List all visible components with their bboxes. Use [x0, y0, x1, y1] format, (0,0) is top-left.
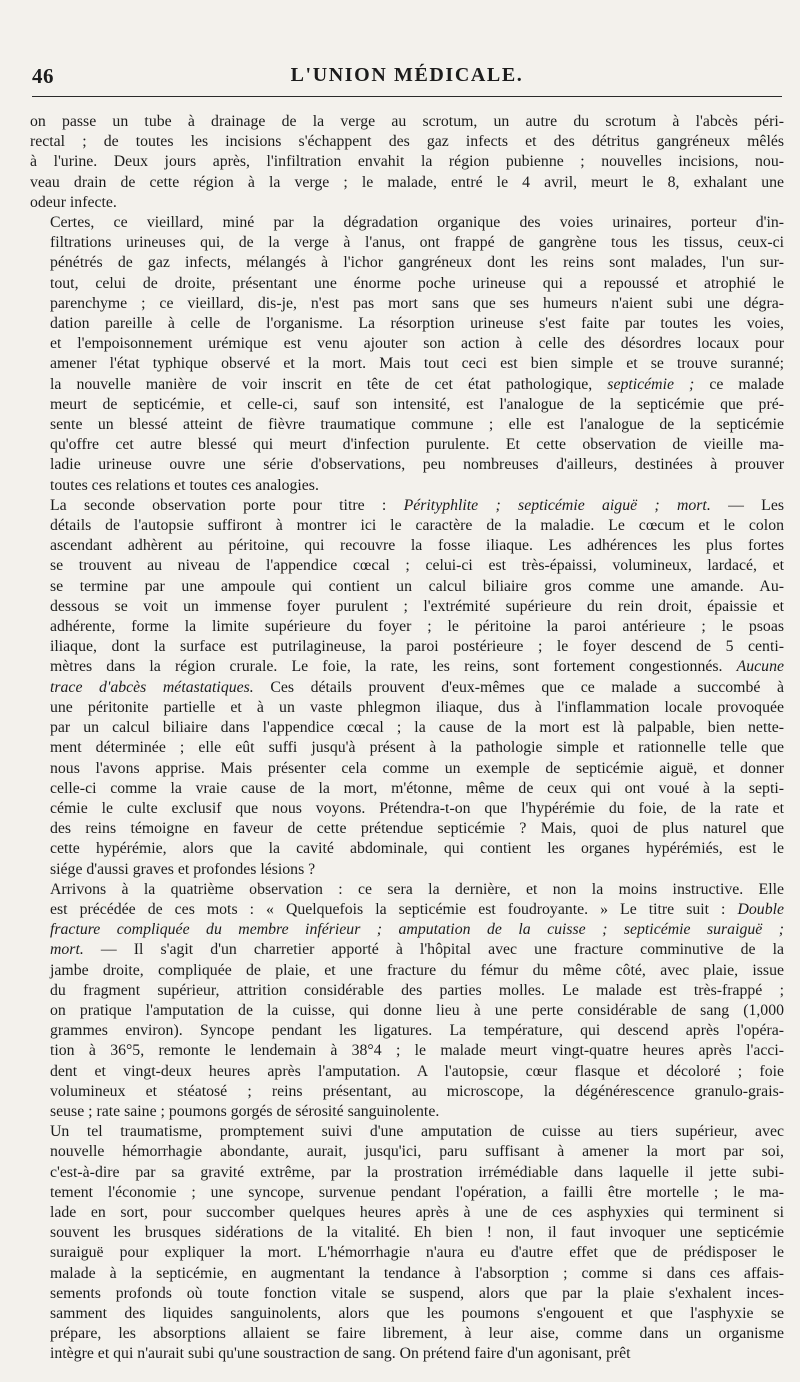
text-run: malade à la septicémie, en augmentant la tendance à l'absorption ; comme si dans ces affais- [50, 1264, 784, 1282]
text-line [30, 900, 784, 920]
text-line [30, 334, 784, 354]
text-run: tement l'économie ; une syncope, survenue pendant l'opération, a failli être mortelle ; le ma- [50, 1183, 784, 1201]
text-run: c'est-à-dire par sa gravité extrême, par la prostration irrémédiable dans laquelle il jette subi- [50, 1163, 784, 1181]
text-line [30, 1304, 784, 1324]
text-run: La seconde observation porte pour titre : [50, 496, 404, 514]
text-line [30, 476, 784, 496]
text-line [30, 455, 784, 475]
text-run: ment déterminée ; elle eût suffi jusqu'à présent à la pathologie simple et rationnelle telle que [50, 739, 784, 757]
page-header [32, 64, 782, 97]
paragraph [30, 1122, 784, 1364]
text-run: iliaque, dont la surface est putrilagineuse, la paroi postérieure ; le foyer descend de 5 centi- [50, 638, 784, 656]
text-line [30, 779, 784, 799]
text-line [30, 1344, 784, 1364]
text-run: — Les [710, 496, 784, 514]
text-line [30, 274, 784, 294]
text-line [30, 1062, 784, 1082]
text-run: lade en sort, pour succomber quelques heures après à une de ces asphyxies qui terminent si [50, 1203, 784, 1221]
text-line [30, 637, 784, 657]
text-line [30, 799, 784, 819]
text-run: dation pareille à celle de l'organisme. La résorption urineuse s'est faite par toutes les voies, [50, 315, 784, 333]
text-line [30, 597, 784, 617]
text-line [30, 718, 784, 738]
text-run: tout, celui de droite, présentant une énorme poche urineuse qui a repoussé et atrophié le [50, 274, 784, 292]
text-run: toutes ces relations et toutes ces analogies. [50, 476, 319, 494]
text-line [30, 1223, 784, 1243]
text-run: parenchyme ; ce vieillard, dis-je, n'est pas mort sans que ses humeurs n'aient subi une dégra- [50, 294, 784, 312]
text-run: dent et vingt-deux heures après l'amputation. A l'autopsie, cœur flasque et décoloré ; foie [50, 1062, 784, 1080]
text-run: samment des liquides sanguinolents, alors que les poumons s'engouent et que l'asphyxie se [50, 1304, 784, 1322]
text-run: du fragment supérieur, attrition considérable des parties molles. Le malade est très-frappé ; [50, 981, 784, 999]
text-line [30, 132, 784, 152]
text-run: une péritonite partielle et à un vaste phlegmon iliaque, dus à l'inflammation locale provoquée [50, 698, 784, 716]
text-line [30, 1142, 784, 1162]
text-line [30, 1243, 784, 1263]
text-line [30, 981, 784, 1001]
text-line [30, 294, 784, 314]
text-run: cette hypérémie, alors que la cavité abdominale, qui contient les organes hypérémiés, est le [50, 840, 784, 858]
italic-text: fracture compliquée du membre inférieur ; amputation de la cuisse ; septicémie suraiguë ; [50, 921, 784, 939]
text-run: ascendant adhèrent au péritoine, qui recouvre la fosse iliaque. Les adhérences les plus fortes [50, 537, 784, 555]
text-run: rectal ; de toutes les incisions s'échappent des gaz infects et des détritus gangréneux mêlés [30, 133, 784, 151]
text-run: volumineux et stéatosé ; reins présentant, au microscope, la dégénérescence granulo-grais- [50, 1082, 784, 1100]
text-run: ce malade [694, 375, 785, 393]
text-run: se termine par une ampoule qui contient un calcul biliaire gros comme une amande. Au- [50, 577, 784, 595]
text-run: odeur infecte. [30, 193, 117, 211]
article-body [30, 112, 784, 1365]
text-run: à l'urine. Deux jours après, l'infiltration envahit la région pubienne ; nouvelles incisions, nou- [30, 153, 784, 171]
text-run: Certes, ce vieillard, miné par la dégradation organique des voies urinaires, porteur d'in- [50, 214, 784, 232]
italic-text: Double [737, 900, 784, 918]
text-run: dessous se voit un immense foyer purulent ; l'extrémité supérieure du rein droit, épaissie et [50, 597, 784, 615]
text-run: nous l'avons apprise. Mais présenter cela comme un exemple de septicémie aiguë, et donner [50, 759, 784, 777]
text-line [30, 759, 784, 779]
page-number: 46 [32, 64, 54, 88]
text-run: par un calcul biliaire dans l'appendice cœcal ; la cause de la mort est là palpable, bien nette- [50, 719, 784, 737]
text-run: détails de l'autopsie suffiront à montrer ici le caractère de la maladie. Le cœcum et le colon [50, 517, 784, 535]
paragraph [30, 880, 784, 1122]
text-line [30, 516, 784, 536]
running-title: L'UNION MÉDICALE. [290, 64, 524, 86]
text-run: mètres dans la région crurale. Le foie, la rate, les reins, sont fortement congestionnés. [50, 658, 737, 676]
text-line [30, 314, 784, 334]
text-run: Arrivons à la quatrième observation : ce sera la dernière, et non la moins instructive. Elle [50, 880, 784, 898]
italic-text: mort. [50, 941, 84, 959]
text-line [30, 375, 784, 395]
text-run: celle-ci comme la vraie cause de la mort, m'étonne, même de ceux qui ont voué à la septi- [50, 779, 784, 797]
text-run: nouvelle hémorrhagie abondante, aurait, jusqu'ici, paru suffisant à amener la mort par soi, [50, 1143, 784, 1161]
italic-text: trace d'abcès métastatiques. [50, 678, 254, 696]
text-line [30, 698, 784, 718]
paragraph [30, 112, 784, 213]
text-run: sements profonds où toute fonction vitale se suspend, alors que par la plaie s'exhalent inces- [50, 1284, 784, 1302]
text-line [30, 556, 784, 576]
text-line [30, 1183, 784, 1203]
text-run: Un tel traumatisme, promptement suivi d'une amputation de cuisse au tiers supérieur, avec [50, 1123, 784, 1141]
text-line [30, 213, 784, 233]
text-line [30, 1163, 784, 1183]
text-line [30, 1082, 784, 1102]
text-line [30, 152, 784, 172]
text-line [30, 112, 784, 132]
text-line [30, 819, 784, 839]
text-line [30, 233, 784, 253]
text-run: meurt de septicémie, et celle-ci, sauf son intensité, est l'analogue de la septicémie que pré- [50, 395, 784, 413]
text-run: filtrations urineuses qui, de la verge à l'anus, ont frappé de gangrène tous les tissus, ceux-ci [50, 234, 784, 252]
text-run: ladie urineuse ouvre une série d'observations, peu nombreuses d'ailleurs, destinées à prouver [50, 456, 784, 474]
text-run: on pratique l'amputation de la cuisse, qui donne lieu à une perte considérable de sang (1,000 [50, 1001, 784, 1019]
text-line [30, 1001, 784, 1021]
text-line [30, 415, 784, 435]
text-run: et l'empoisonnement urémique est venu ajouter son action à celle des désordres locaux pour [50, 335, 784, 353]
text-line [30, 1021, 784, 1041]
text-run: prépare, les absorptions allaient se faire librement, à leur aise, comme dans un organisme [50, 1325, 784, 1343]
italic-text: Aucune [736, 658, 784, 676]
text-run: siége d'aussi graves et profondes lésions ? [50, 860, 316, 878]
text-line [30, 738, 784, 758]
text-run: suraiguë pour expliquer la mort. L'hémorrhagie n'aura eu d'autre effet que de prédisposer le [50, 1244, 784, 1262]
text-line [30, 1203, 784, 1223]
text-run: se trouvent au niveau de l'appendice cœcal ; celui-ci est très-épaissi, volumineux, lardacé, et [50, 557, 784, 575]
text-run: seuse ; rate saine ; poumons gorgés de sérosité sanguinolente. [50, 1102, 440, 1120]
text-run: veau drain de cette région à la verge ; le malade, entré le 4 avril, meurt le 8, exhalant une [30, 173, 784, 191]
text-line [30, 193, 784, 213]
text-line [30, 678, 784, 698]
text-line [30, 1264, 784, 1284]
text-run: cémie le culte exclusif que nous voyons. Prétendra-t-on que l'hypérémie du foie, de la rate et [50, 799, 784, 817]
text-line [30, 354, 784, 374]
text-line [30, 860, 784, 880]
text-run: des reins témoigne en faveur de cette prétendue septicémie ? Mais, quoi de plus naturel que [50, 820, 784, 838]
text-line [30, 1041, 784, 1061]
text-line [30, 657, 784, 677]
text-line [30, 839, 784, 859]
paragraph [30, 496, 784, 880]
text-line [30, 253, 784, 273]
text-line [30, 577, 784, 597]
text-line [30, 940, 784, 960]
text-run: intègre et qui n'aurait subi qu'une soustraction de sang. On prétend faire d'un agonisant, prêt [50, 1345, 631, 1363]
text-run: adhérente, forme la limite supérieure du foyer ; le péritoine la paroi antérieure ; le psoas [50, 618, 784, 636]
text-run: sente un blessé atteint de fièvre traumatique commune ; elle est l'analogue de la septicémie [50, 416, 784, 434]
text-line [30, 1284, 784, 1304]
text-run: on passe un tube à drainage de la verge au scrotum, un autre du scrotum à l'abcès péri- [30, 113, 784, 130]
text-run: est précédée de ces mots : « Quelquefois la septicémie est foudroyante. » Le titre suit : [50, 900, 738, 918]
text-run: jambe droite, compliquée de plaie, et une fracture du fémur du même côté, avec plaie, issue [50, 961, 784, 979]
text-run: qu'offre cet autre blessé qui meurt d'infection purulente. Et cette observation de vieille ma- [50, 436, 784, 454]
text-line [30, 173, 784, 193]
text-line [30, 1324, 784, 1344]
text-line [30, 395, 784, 415]
text-line [30, 435, 784, 455]
italic-text: septicémie ; [607, 375, 695, 393]
text-line [30, 920, 784, 940]
text-line [30, 536, 784, 556]
text-run: souvent les brusques sidérations de la vitalité. Eh bien ! non, il faut invoquer une septicémie [50, 1224, 784, 1242]
paragraph [30, 213, 784, 496]
text-run: Ces détails prouvent d'eux-mêmes que ce malade a succombé à [253, 678, 784, 696]
text-run: amener l'état typhique observé et la mort. Mais tout ceci est bien simple et se trouve suranné; [50, 355, 784, 373]
italic-text: Pérityphlite ; septicémie aiguë ; mort. [403, 496, 711, 514]
text-line [30, 617, 784, 637]
text-run: la nouvelle manière de voir inscrit en tête de cet état pathologique, [50, 375, 608, 393]
text-line [30, 961, 784, 981]
text-run: pénétrés de gaz infects, mélangés à l'ichor gangréneux dont les reins sont malades, l'un sur- [50, 254, 784, 272]
text-line [30, 496, 784, 516]
text-line [30, 1102, 784, 1122]
text-run: grammes environ). Syncope pendant les ligatures. La température, qui descend après l'opéra- [50, 1022, 784, 1040]
text-run: — Il s'agit d'un charretier apporté à l'hôpital avec une fracture comminutive de la [83, 941, 784, 959]
text-run: tion à 36°5, remonte le lendemain à 38°4 ; le malade meurt vingt-quatre heures après l'acci- [50, 1042, 784, 1060]
text-line [30, 1122, 784, 1142]
text-line [30, 880, 784, 900]
